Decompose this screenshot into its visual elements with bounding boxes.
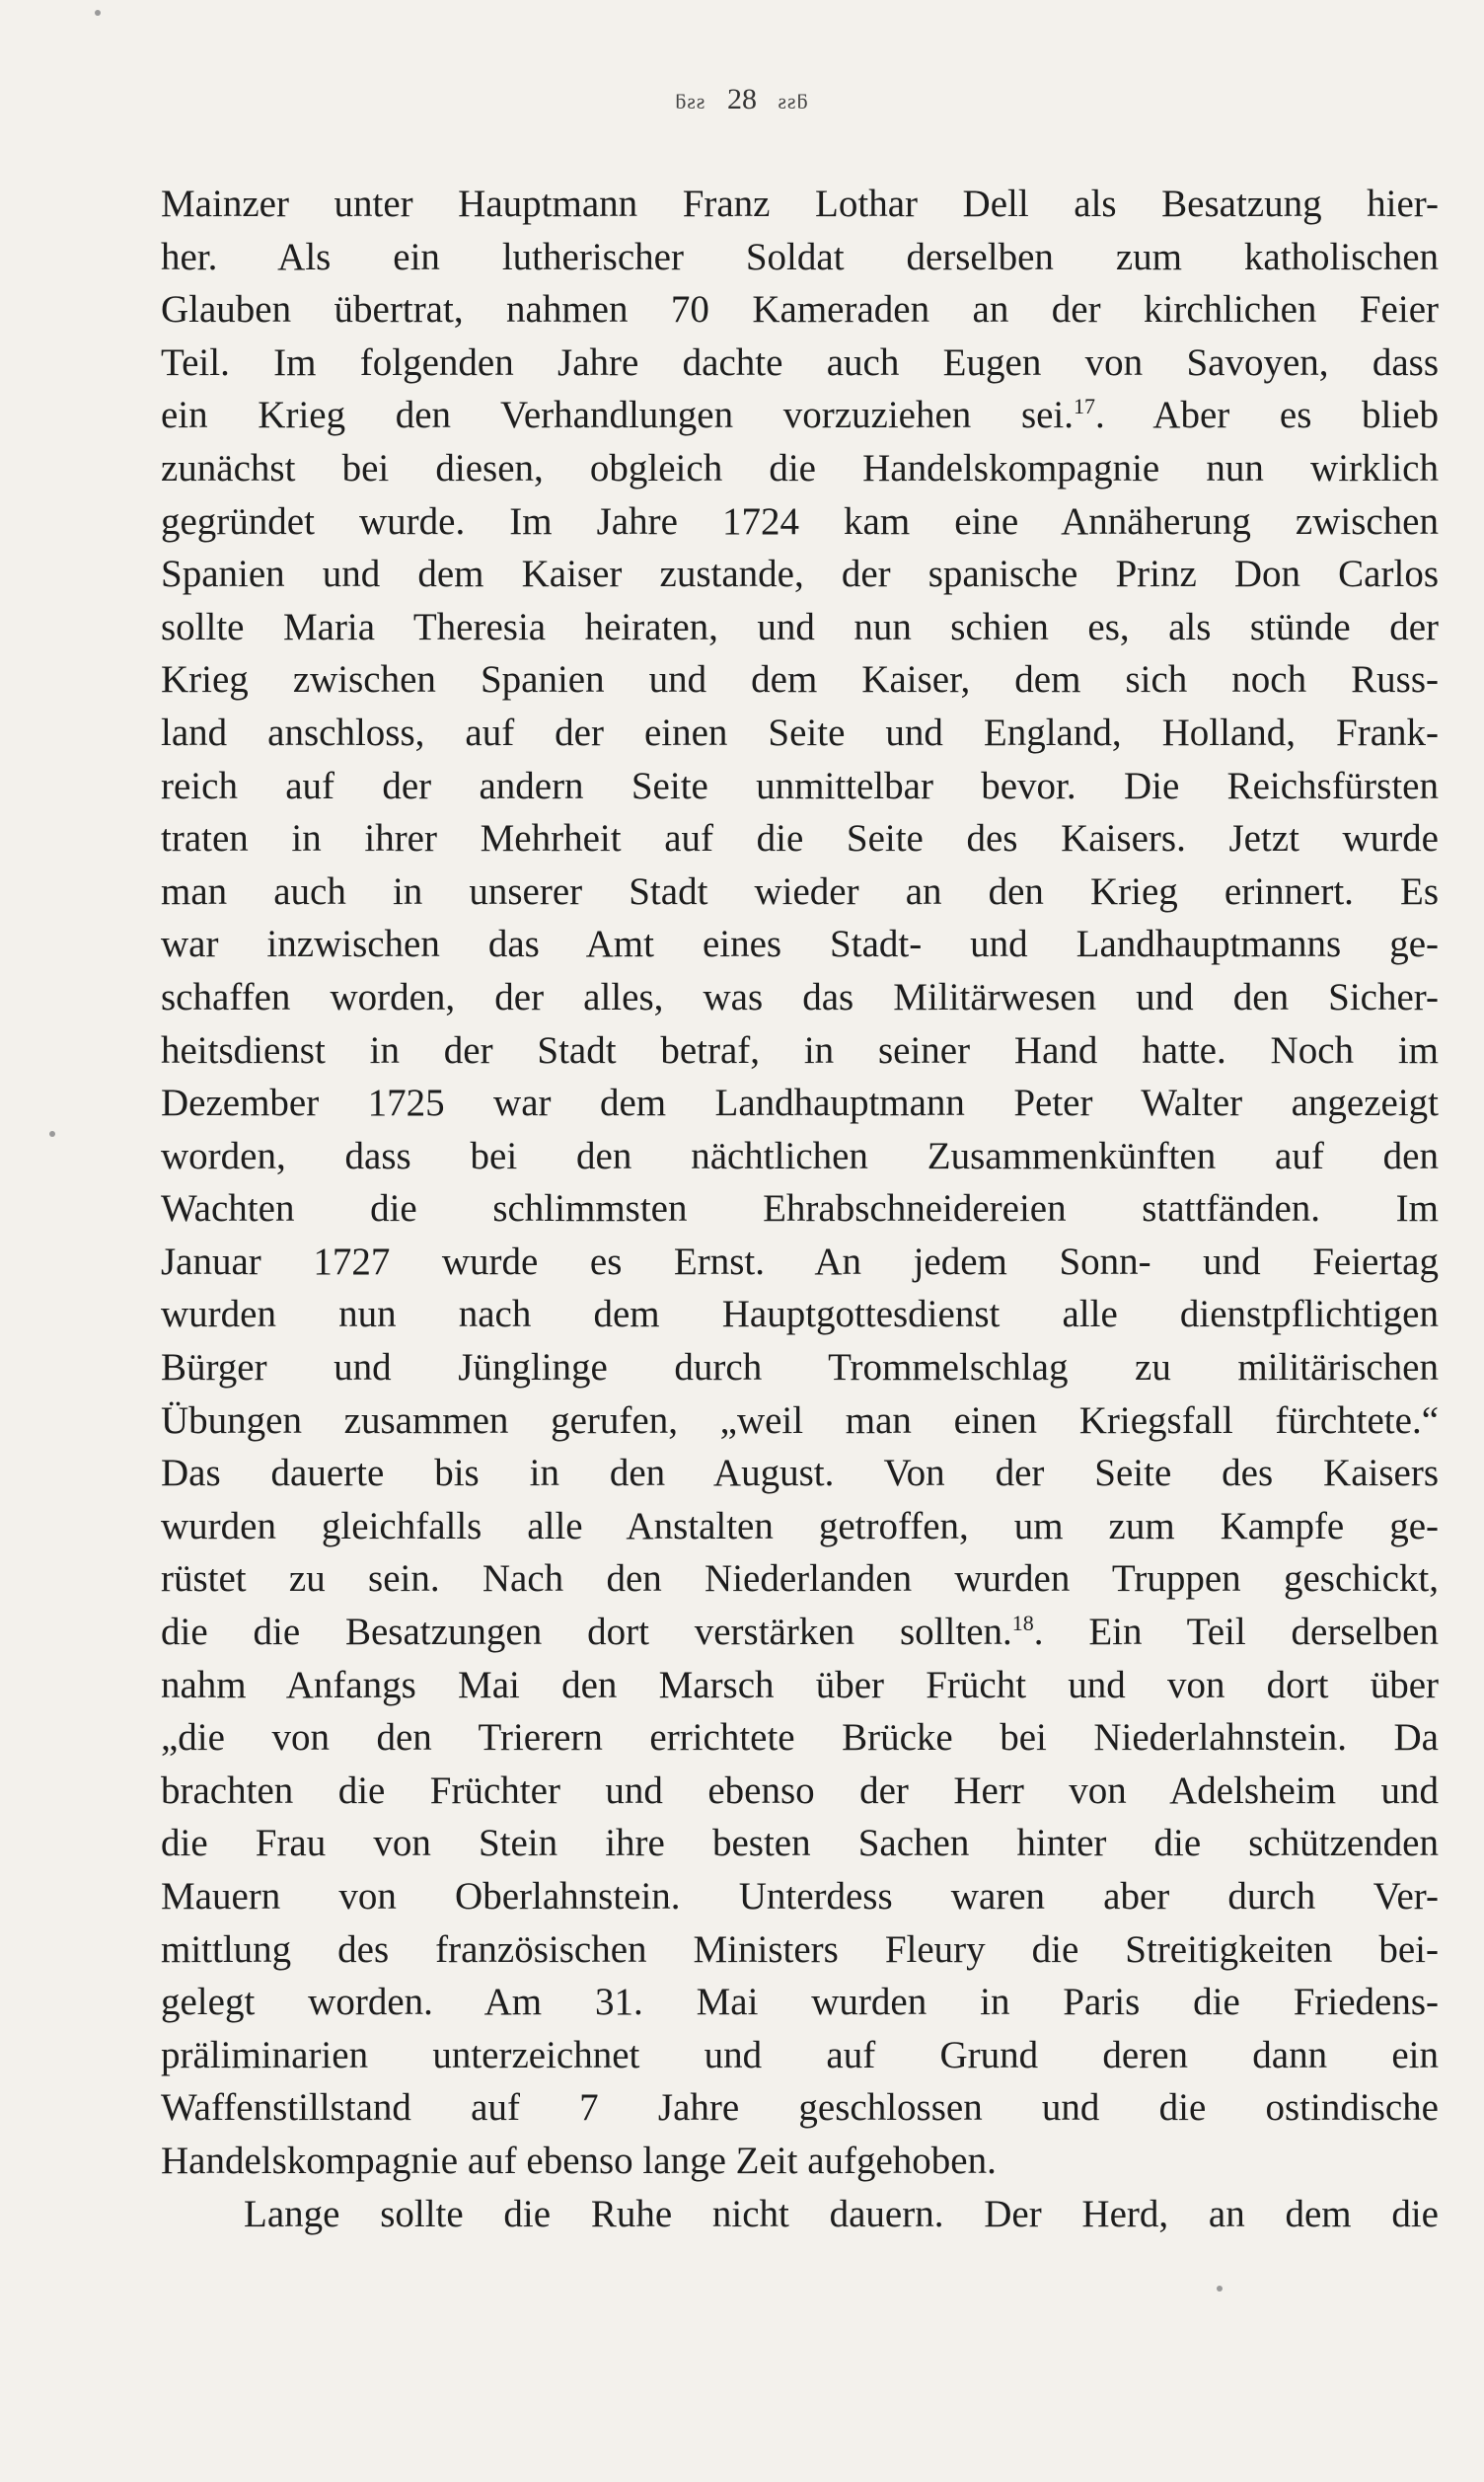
text-line: Mauern von Oberlahnstein. Unterdess waren aber durch Ver- [161, 1875, 1439, 1918]
text-line: gelegt worden. Am 31. Mai wurden in Paris die Friedens- [161, 1981, 1439, 2024]
text-line: Mainzer unter Hauptmann Franz Lothar Dell als Besatzung hier- [161, 183, 1439, 225]
text-line: rüstet zu sein. Nach den Niederlanden wurden Truppen geschickt, [161, 1557, 1439, 1601]
text-line: ein Krieg den Verhandlungen vorzuziehen sei.$^{17}$. Aber es blieb [161, 394, 1440, 437]
text-line: land anschloss, auf der einen Seite und England, Holland, Frank- [161, 711, 1439, 754]
text-line: Teil. Im folgenden Jahre dachte auch Eugen von Savoyen, dass [161, 340, 1439, 384]
text-line: brachten die Früchter und ebenso der Herr von Adelsheim und [161, 1768, 1439, 1812]
text-line: Dezember 1725 war dem Landhauptmann Peter Walter angezeigt [161, 1082, 1439, 1125]
text-line: wurden gleichfalls alle Anstalten getroffen, um zum Kampfe ge- [161, 1504, 1439, 1547]
text-line: her. Als ein lutherischer Soldat derselben zum katholischen [161, 235, 1439, 278]
body-text [161, 178, 1439, 2240]
text-line: worden, dass bei den nächtlichen Zusammenkünften auf den [161, 1134, 1439, 1177]
text-line: wurden nun nach dem Hauptgottesdienst alle dienstpflichtigen [161, 1293, 1439, 1336]
text-line: Das dauerte bis in den August. Von der Seite des Kaisers [161, 1452, 1439, 1495]
text-line: Bürger und Jünglinge durch Trommelschlag zu militärischen [161, 1346, 1439, 1390]
paper-speck [49, 1131, 55, 1137]
text-line: traten in ihrer Mehrheit auf die Seite des Kaisers. Jetzt wurde [161, 817, 1439, 861]
text-line: Glauben übertrat, nahmen 70 Kameraden an der kirchlichen Feier [161, 288, 1439, 332]
text-line: heitsdienst in der Stadt betraf, in seiner Hand hatte. Noch im [161, 1028, 1439, 1072]
text-line: Spanien und dem Kaiser zustande, der spanische Prinz Don Carlos [161, 553, 1439, 596]
text-line: die die Besatzungen dort verstärken sollten.$^{18}$. Ein Teil derselben [161, 1611, 1439, 1654]
text-line: die Frau von Stein ihre besten Sachen hinter die schützenden [161, 1822, 1439, 1865]
text-line: sollte Maria Theresia heiraten, und nun schien es, als stünde der [161, 605, 1439, 648]
text-line: nahm Anfangs Mai den Marsch über Frücht und von dort über [161, 1663, 1439, 1706]
text-line: Handelskompagnie auf ebenso lange Zeit aufgehoben. [161, 2139, 997, 2182]
page-header [0, 83, 1484, 116]
page-number: 28 [727, 83, 757, 115]
text-line: man auch in unserer Stadt wieder an den Krieg erinnert. Es [161, 869, 1439, 913]
text-line: schaffen worden, der alles, was das Militärwesen und den Sicher- [161, 975, 1439, 1018]
paper-speck [95, 10, 101, 16]
text-line: Übungen zusammen gerufen, „weil man einen Kriegsfall fürchtete.“ [161, 1398, 1439, 1442]
text-line: Januar 1727 wurde es Ernst. An jedem Sonn- und Feiertag [161, 1240, 1439, 1283]
paper-speck [1217, 2286, 1223, 2292]
text-line: Krieg zwischen Spanien und dem Kaiser, dem sich noch Russ- [161, 658, 1439, 702]
text-line: Lange sollte die Ruhe nicht dauern. Der Herd, an dem die [244, 2192, 1439, 2235]
text-line: mittlung des französischen Ministers Fleury die Streitigkeiten bei- [161, 1927, 1439, 1971]
text-line: Wachten die schlimmsten Ehrabschneidereien stattfänden. Im [161, 1187, 1439, 1231]
text-line: gegründet wurde. Im Jahre 1724 kam eine Annäherung zwischen [161, 499, 1439, 543]
ornament-left: ƃƨƨ [675, 89, 706, 113]
text-line: „die von den Trierern errichtete Brücke bei Niederlahnstein. Da [161, 1716, 1439, 1760]
text-line: reich auf der andern Seite unmittelbar bevor. Die Reichsfürsten [161, 764, 1439, 807]
text-line: war inzwischen das Amt eines Stadt- und Landhauptmanns ge- [161, 923, 1439, 966]
text-line: präliminarien unterzeichnet und auf Grund deren dann ein [161, 2033, 1439, 2076]
ornament-right: ƨƨƃ [778, 89, 809, 113]
footnote-ref: 18 [1011, 1611, 1034, 1636]
text-line: zunächst bei diesen, obgleich die Handelskompagnie nun wirklich [161, 446, 1439, 489]
footnote-ref: 17 [1074, 394, 1096, 419]
text-line: Waffenstillstand auf 7 Jahre geschlossen und die ostindische [161, 2086, 1439, 2130]
